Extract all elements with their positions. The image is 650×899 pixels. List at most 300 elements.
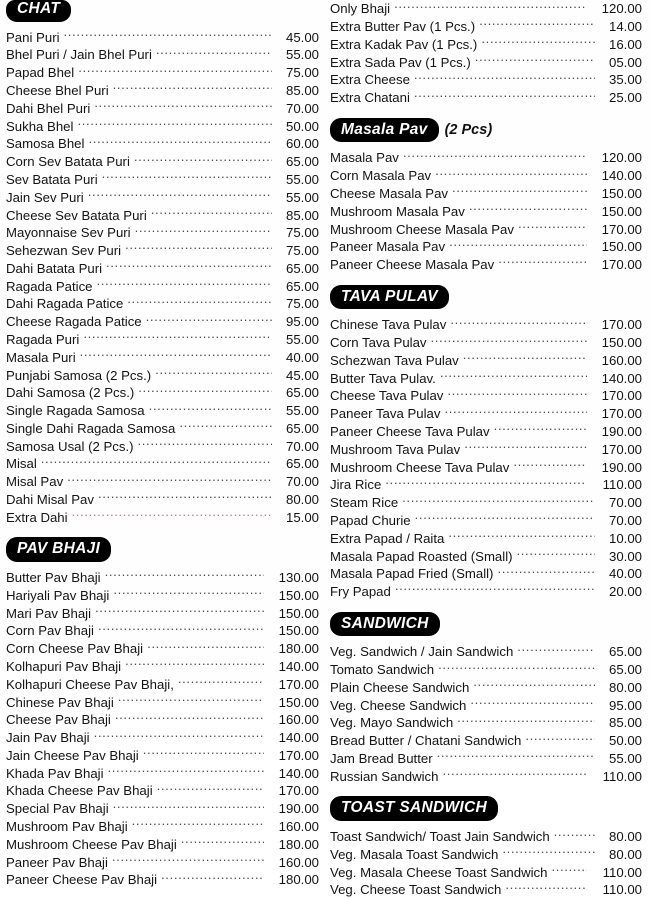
dot-leader — [414, 89, 595, 102]
menu-item-row — [330, 185, 642, 203]
menu-item-name: Pani Puri — [6, 29, 60, 45]
menu-item-name: Jain Sev Puri — [6, 189, 84, 205]
dot-leader — [80, 349, 272, 362]
menu-item-name: Cheese Sev Batata Puri — [6, 207, 147, 223]
dot-leader — [470, 697, 595, 710]
menu-item-price: 80.00 — [608, 829, 642, 845]
menu-item-name: Bread Butter / Chatani Sandwich — [330, 733, 522, 749]
menu-item-price: 70.00 — [285, 474, 319, 490]
menu-item-row — [6, 331, 319, 349]
menu-item-price: 160.00 — [278, 854, 319, 870]
menu-item-name: Sukha Bhel — [6, 118, 74, 134]
dot-leader — [115, 711, 264, 724]
menu-item-row — [330, 476, 642, 494]
right-column-sections — [330, 107, 642, 899]
menu-item-price: 140.00 — [601, 370, 642, 386]
dot-leader — [135, 224, 272, 237]
dot-leader — [88, 135, 272, 148]
section-title-pill: SANDWICH — [330, 612, 440, 637]
menu-item-price: 80.00 — [608, 846, 642, 862]
menu-item-price: 140.00 — [601, 168, 642, 184]
menu-item-price: 70.00 — [285, 438, 319, 454]
menu-item-row — [330, 71, 642, 89]
menu-item-row — [6, 640, 319, 658]
menu-item-price: 50.00 — [608, 733, 642, 749]
menu-item-price: 75.00 — [285, 296, 319, 312]
menu-item-name: Ragada Patice — [6, 278, 93, 294]
menu-item-row — [330, 316, 642, 334]
dot-leader — [118, 693, 264, 706]
menu-item-price: 95.00 — [285, 314, 319, 330]
menu-item-name: Single Dahi Ragada Samosa — [6, 420, 176, 436]
dot-leader — [108, 764, 264, 777]
dot-leader — [94, 729, 264, 742]
menu-item-price: 75.00 — [285, 243, 319, 259]
section-header — [330, 118, 642, 143]
menu-item-row — [6, 224, 319, 242]
dot-leader — [181, 836, 264, 849]
dot-leader — [149, 402, 272, 415]
menu-item-name: Veg. Masala Toast Sandwich — [330, 846, 499, 862]
menu-item-name: Samosa Bhel — [6, 136, 85, 152]
menu-item-price: 85.00 — [285, 83, 319, 99]
menu-item-row — [6, 135, 319, 153]
menu-item-price: 75.00 — [285, 225, 319, 241]
menu-item-price: 65.00 — [285, 420, 319, 436]
menu-item-list — [330, 643, 642, 785]
dot-leader — [502, 846, 595, 859]
dot-leader — [450, 316, 587, 329]
dot-leader — [437, 750, 595, 763]
section-title-pill: TAVA PULAV — [330, 285, 449, 310]
menu-item-name: Butter Pav Bhaji — [6, 570, 101, 586]
menu-item-price: 180.00 — [278, 836, 319, 852]
section-header — [330, 796, 642, 821]
dot-leader — [498, 256, 587, 269]
menu-item-row — [330, 370, 642, 388]
menu-item-row — [6, 29, 319, 47]
menu-item-price: 170.00 — [278, 783, 319, 799]
menu-item-price: 170.00 — [278, 676, 319, 692]
dot-leader — [95, 604, 264, 617]
dot-leader — [473, 679, 595, 692]
dot-leader — [77, 117, 272, 130]
dot-leader — [113, 82, 272, 95]
menu-item-list — [330, 149, 642, 273]
menu-item-name: Steam Rice — [330, 495, 399, 511]
menu-item-row — [330, 643, 642, 661]
dot-leader — [481, 36, 595, 49]
dot-leader — [415, 512, 595, 525]
menu-item-row — [330, 828, 642, 846]
menu-item-name: Mari Pav Bhaji — [6, 605, 92, 621]
menu-item-row — [330, 405, 642, 423]
menu-item-row — [6, 818, 319, 836]
menu-item-price: 130.00 — [278, 570, 319, 586]
menu-item-row — [330, 565, 642, 583]
dot-leader — [113, 800, 264, 813]
menu-item-price: 65.00 — [285, 154, 319, 170]
menu-item-price: 170.00 — [601, 317, 642, 333]
header-list-spacer — [6, 22, 319, 29]
menu-item-name: Special Pav Bhaji — [6, 801, 109, 817]
menu-item-row — [330, 530, 642, 548]
menu-item-price: 180.00 — [278, 641, 319, 657]
menu-item-name: Veg. Sandwich / Jain Sandwich — [330, 644, 514, 660]
menu-item-row — [330, 53, 642, 71]
menu-item-price: 190.00 — [278, 801, 319, 817]
dot-leader — [475, 53, 595, 66]
menu-item-name: Corn Tava Pulav — [330, 335, 427, 351]
menu-item-row — [6, 711, 319, 729]
menu-item-name: Khada Pav Bhaji — [6, 765, 104, 781]
dot-leader — [448, 530, 595, 543]
menu-item-row — [6, 800, 319, 818]
menu-item-row — [330, 512, 642, 530]
menu-item-price: 70.00 — [608, 495, 642, 511]
menu-item-price: 150.00 — [601, 335, 642, 351]
menu-item-row — [330, 732, 642, 750]
dot-leader — [494, 423, 587, 436]
dot-leader — [138, 437, 272, 450]
menu-item-name: Plain Cheese Sandwich — [330, 679, 470, 695]
dot-leader — [161, 871, 264, 884]
menu-item-name: Corn Masala Pav — [330, 168, 432, 184]
dot-leader — [497, 565, 595, 578]
dot-leader — [403, 149, 587, 162]
menu-column-left — [0, 0, 325, 888]
menu-item-price: 170.00 — [601, 257, 642, 273]
menu-item-name: Corn Cheese Pav Bhaji — [6, 641, 144, 657]
dot-leader — [431, 334, 587, 347]
menu-item-name: Ragada Puri — [6, 331, 80, 347]
menu-item-name: Misal — [6, 456, 37, 472]
menu-item-price: 85.00 — [285, 207, 319, 223]
menu-item-price: 20.00 — [608, 584, 642, 600]
menu-item-row — [6, 569, 319, 587]
menu-item-name: Dahi Misal Pav — [6, 492, 94, 507]
dot-leader — [449, 238, 587, 251]
dot-leader — [179, 420, 272, 433]
menu-item-name: Chinese Tava Pulav — [330, 317, 447, 333]
dot-leader — [551, 863, 587, 876]
menu-item-row — [6, 437, 319, 455]
menu-item-price: 160.00 — [278, 712, 319, 728]
menu-item-name: Extra Papad / Raita — [330, 530, 445, 546]
menu-item-row — [6, 171, 319, 189]
menu-item-name: Hariyali Pav Bhaji — [6, 587, 110, 603]
dot-leader — [156, 46, 272, 59]
dot-leader — [447, 387, 587, 400]
menu-item-price: 40.00 — [285, 349, 319, 365]
menu-item-name: Cheese Masala Pav — [330, 185, 449, 201]
dot-leader — [102, 171, 272, 184]
menu-item-name: Corn Sev Batata Puri — [6, 154, 130, 170]
menu-item-row — [330, 238, 642, 256]
menu-item-price: 140.00 — [278, 730, 319, 746]
dot-leader — [98, 622, 264, 635]
dot-leader — [143, 747, 264, 760]
header-list-spacer — [330, 821, 642, 828]
dot-leader — [113, 587, 264, 600]
menu-item-name: Mushroom Cheese Tava Pulav — [330, 459, 510, 475]
menu-item-price: 110.00 — [602, 768, 642, 784]
menu-item-row — [330, 846, 642, 864]
header-list-spacer — [330, 142, 642, 149]
menu-item-price: 55.00 — [285, 47, 319, 63]
menu-item-row — [330, 547, 642, 565]
dot-leader — [443, 768, 588, 781]
menu-item-name: Fry Papad — [330, 584, 391, 600]
menu-item-row — [6, 295, 319, 313]
section-title-pill: TOAST SANDWICH — [330, 796, 498, 821]
menu-item-row — [330, 679, 642, 697]
menu-item-row — [330, 714, 642, 732]
dot-leader — [125, 242, 272, 255]
dot-leader — [134, 153, 272, 166]
menu-item-price: 180.00 — [278, 872, 319, 888]
menu-item-name: Jain Cheese Pav Bhaji — [6, 747, 139, 763]
menu-item-price: 170.00 — [601, 441, 642, 457]
menu-item-name: Paneer Pav Bhaji — [6, 854, 108, 870]
dot-leader — [112, 853, 264, 866]
dot-leader — [517, 643, 595, 656]
menu-item-price: 75.00 — [285, 65, 319, 81]
section-title-pill: CHAT — [6, 0, 71, 22]
dot-leader — [125, 658, 264, 671]
menu-item-price: 10.00 — [608, 530, 642, 546]
menu-item-row — [330, 494, 642, 512]
menu-item-price: 30.00 — [608, 548, 642, 564]
menu-item-list — [330, 828, 642, 899]
menu-item-name: Butter Tava Pulav. — [330, 370, 436, 386]
menu-item-name: Sehezwan Sev Puri — [6, 243, 122, 259]
dot-leader — [469, 203, 587, 216]
menu-item-row — [6, 836, 319, 854]
section-header — [330, 612, 642, 637]
menu-item-list — [6, 29, 319, 527]
section-title-pill: Masala Pav — [330, 118, 439, 143]
menu-item-price: 150.00 — [601, 203, 642, 219]
menu-item-price: 45.00 — [285, 367, 319, 383]
menu-item-row — [6, 658, 319, 676]
dot-leader — [98, 491, 272, 504]
dot-leader — [452, 185, 587, 198]
menu-item-name: Punjabi Samosa (2 Pcs.) — [6, 367, 152, 383]
menu-item-row — [6, 729, 319, 747]
dot-leader — [94, 100, 272, 113]
section-title-pill: PAV BHAJI — [6, 537, 111, 562]
menu-item-name: Mushroom Tava Pulav — [330, 441, 461, 457]
menu-item-row — [6, 871, 319, 889]
menu-item-row — [6, 206, 319, 224]
menu-item-row — [6, 587, 319, 605]
menu-item-row — [6, 622, 319, 640]
menu-item-name: Khada Cheese Pav Bhaji — [6, 783, 153, 799]
menu-item-row — [330, 863, 642, 881]
menu-item-price: 170.00 — [601, 221, 642, 237]
menu-item-name: Kolhapuri Pav Bhaji — [6, 658, 122, 674]
menu-item-name: Russian Sandwich — [330, 768, 439, 784]
menu-column-right — [325, 0, 650, 898]
menu-item-name: Paneer Cheese Pav Bhaji — [6, 872, 158, 888]
menu-item-row — [6, 455, 319, 473]
menu-item-name: Paneer Tava Pulav — [330, 406, 441, 422]
menu-item-price: 80.00 — [285, 492, 319, 507]
menu-item-price: 120.00 — [601, 150, 642, 166]
menu-item-name: Jam Bread Butter — [330, 751, 433, 767]
menu-item-row — [6, 676, 319, 694]
dot-leader — [517, 547, 595, 560]
menu-item-name: Veg. Cheese Sandwich — [330, 697, 467, 713]
dot-leader — [513, 458, 587, 471]
menu-item-name: Extra Sada Pav (1 Pcs.) — [330, 54, 471, 70]
menu-item-price: 150.00 — [601, 185, 642, 201]
menu-item-price: 190.00 — [601, 459, 642, 475]
menu-item-name: Cheese Bhel Puri — [6, 83, 109, 99]
header-list-spacer — [330, 309, 642, 316]
menu-item-name: Only Bhaji — [330, 1, 391, 17]
menu-item-row — [6, 782, 319, 800]
dot-leader — [402, 494, 595, 507]
menu-item-price: 110.00 — [602, 477, 642, 493]
menu-item-price: 170.00 — [601, 406, 642, 422]
menu-item-name: Extra Cheese — [330, 72, 410, 88]
menu-item-row — [330, 89, 642, 107]
dot-leader — [147, 640, 264, 653]
section-spacer — [330, 274, 642, 285]
menu-item-price: 65.00 — [608, 644, 642, 660]
menu-item-row — [6, 277, 319, 295]
menu-item-row — [6, 189, 319, 207]
pav-bhaji-continued-list — [330, 0, 642, 107]
menu-item-name: Veg. Cheese Toast Sandwich — [330, 882, 502, 898]
dot-leader — [505, 881, 587, 894]
menu-item-name: Single Ragada Samosa — [6, 403, 145, 419]
menu-item-price: 65.00 — [285, 278, 319, 294]
menu-item-name: Kolhapuri Cheese Pav Bhaji, — [6, 676, 174, 692]
dot-leader — [444, 405, 587, 418]
dot-leader — [138, 384, 272, 397]
menu-item-row — [330, 149, 642, 167]
menu-item-row — [330, 167, 642, 185]
dot-leader — [105, 569, 264, 582]
menu-item-name: Dahi Batata Puri — [6, 260, 103, 276]
menu-item-row — [6, 366, 319, 384]
menu-item-name: Cheese Ragada Patice — [6, 314, 142, 330]
menu-item-row — [6, 349, 319, 367]
menu-item-price: 80.00 — [608, 679, 642, 695]
menu-item-name: Misal Pav — [6, 474, 64, 490]
menu-item-price: 35.00 — [608, 72, 642, 88]
menu-item-row — [330, 36, 642, 54]
menu-item-name: Extra Kadak Pav (1 Pcs.) — [330, 36, 478, 52]
menu-item-row — [6, 384, 319, 402]
menu-item-price: 150.00 — [278, 587, 319, 603]
menu-item-price: 05.00 — [608, 54, 642, 70]
menu-item-row — [6, 242, 319, 260]
menu-item-name: Samosa Usal (2 Pcs.) — [6, 438, 134, 454]
dot-leader — [518, 220, 587, 233]
menu-item-name: Masala Papad Roasted (Small) — [330, 548, 513, 564]
menu-item-price: 55.00 — [285, 403, 319, 419]
menu-item-price: 50.00 — [285, 118, 319, 134]
menu-item-name: Chinese Pav Bhaji — [6, 694, 114, 710]
menu-item-row — [330, 881, 642, 899]
menu-item-row — [6, 473, 319, 491]
menu-item-row — [330, 0, 642, 18]
menu-item-name: Dahi Samosa (2 Pcs.) — [6, 385, 135, 401]
menu-item-row — [6, 313, 319, 331]
menu-item-price: 150.00 — [278, 623, 319, 639]
dot-leader — [88, 189, 272, 202]
menu-item-row — [330, 750, 642, 768]
menu-item-name: Mushroom Cheese Masala Pav — [330, 221, 514, 237]
left-column-sections — [6, 0, 319, 889]
menu-item-name: Veg. Masala Cheese Toast Sandwich — [330, 864, 548, 880]
menu-item-name: Jira Rice — [330, 477, 382, 493]
menu-item-price: 170.00 — [278, 747, 319, 763]
menu-item-name: Corn Pav Bhaji — [6, 623, 94, 639]
section-title-suffix: (2 Pcs) — [444, 121, 493, 138]
section-spacer — [330, 601, 642, 612]
menu-item-name: Paneer Masala Pav — [330, 239, 446, 255]
menu-item-price: 25.00 — [608, 90, 642, 106]
menu-item-row — [6, 693, 319, 711]
menu-item-price: 70.00 — [608, 512, 642, 528]
menu-item-price: 55.00 — [608, 751, 642, 767]
dot-leader — [127, 295, 272, 308]
menu-item-name: Mushroom Pav Bhaji — [6, 819, 128, 834]
menu-item-name: Masala Puri — [6, 349, 76, 365]
dot-leader — [385, 476, 587, 489]
section-header — [330, 285, 642, 310]
dot-leader — [64, 29, 272, 42]
menu-item-price: 40.00 — [608, 566, 642, 582]
menu-item-row — [330, 220, 642, 238]
menu-item-name: Tomato Sandwich — [330, 662, 435, 678]
menu-item-row — [330, 203, 642, 221]
dot-leader — [78, 64, 272, 77]
menu-item-price: 65.00 — [285, 456, 319, 472]
menu-item-row — [330, 334, 642, 352]
menu-item-price: 160.00 — [601, 352, 642, 368]
menu-item-row — [6, 491, 319, 509]
menu-item-row — [6, 747, 319, 765]
section-spacer — [330, 107, 642, 118]
section-header — [6, 0, 319, 22]
menu-item-row — [6, 46, 319, 64]
menu-item-row — [6, 100, 319, 118]
dot-leader — [157, 782, 264, 795]
menu-item-name: Extra Butter Pav (1 Pcs.) — [330, 18, 476, 34]
menu-item-name: Paneer Cheese Tava Pulav — [330, 424, 490, 440]
menu-item-name: Mushroom Cheese Pav Bhaji — [6, 836, 177, 852]
menu-item-price: 120.00 — [601, 1, 642, 17]
dot-leader — [464, 441, 587, 454]
menu-item-name: Jain Pav Bhaji — [6, 730, 90, 746]
dot-leader — [106, 260, 272, 273]
menu-item-row — [330, 441, 642, 459]
menu-item-name: Extra Chatani — [330, 90, 410, 106]
menu-item-price: 150.00 — [601, 239, 642, 255]
menu-item-row — [330, 387, 642, 405]
dot-leader — [525, 732, 595, 745]
menu-item-price: 55.00 — [285, 331, 319, 347]
header-list-spacer — [6, 562, 319, 569]
menu-item-price: 85.00 — [608, 715, 642, 731]
menu-item-row — [330, 768, 642, 786]
